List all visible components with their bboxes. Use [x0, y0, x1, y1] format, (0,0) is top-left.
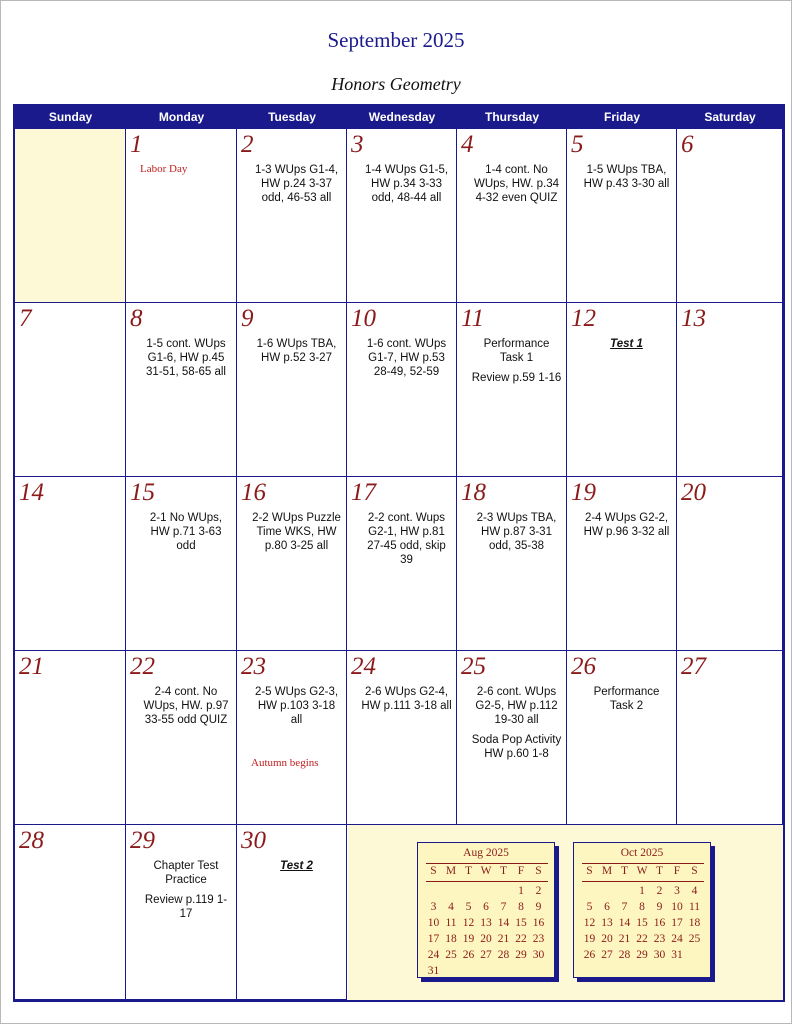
mini-day: 6	[604, 901, 610, 913]
day-cell-25	[457, 651, 567, 825]
day-events	[581, 337, 672, 357]
mini-divider	[426, 863, 548, 864]
mini-day: 11	[688, 901, 701, 913]
day-number: 18	[461, 479, 486, 506]
day-number: 19	[571, 479, 596, 506]
day-number: 28	[19, 827, 44, 854]
event-text: Performance Task 1	[483, 338, 550, 364]
day-events	[140, 337, 232, 385]
mini-day: 9	[656, 901, 663, 913]
weekday-header-saturday: Saturday	[704, 110, 756, 124]
day-cell-29	[126, 825, 237, 1000]
day-number: 6	[681, 131, 694, 158]
day-number: 24	[351, 653, 376, 680]
day-events	[471, 511, 562, 559]
weekday-header-wednesday: Wednesday	[368, 110, 436, 124]
mini-day: 17	[671, 917, 683, 929]
mini-day: 21	[618, 933, 631, 945]
test-label: Test 2	[280, 860, 313, 872]
mini-day: 10	[427, 917, 440, 929]
day-events	[140, 859, 232, 927]
event-text: 2-3 WUps TBA, HW p.87 3-31 odd, 35-38	[476, 512, 557, 552]
mini-weekday-header: F	[517, 865, 525, 877]
mini-day: 4	[691, 885, 698, 897]
day-number: 16	[241, 479, 266, 506]
mini-day: 3	[430, 901, 437, 913]
event-text: 2-2 cont. Wups G2-1, HW p.81 27-45 odd, skip 39	[367, 512, 446, 566]
day-events	[471, 685, 562, 767]
event-text: Review p.59 1-16	[471, 372, 562, 384]
day-events	[251, 859, 342, 879]
mini-weekday-header: T	[620, 865, 629, 877]
mini-day: 26	[583, 949, 596, 961]
event-text: Chapter Test Practice	[153, 860, 219, 886]
day-events	[581, 511, 672, 545]
weekday-header-row	[15, 106, 783, 129]
mini-divider	[582, 881, 704, 882]
day-cell-6	[677, 129, 783, 303]
day-events	[251, 337, 342, 371]
mini-day: 20	[480, 933, 492, 945]
event-text: 2-4 cont. No WUps, HW. p.97 33-55 odd QUIZ	[143, 686, 229, 726]
calendar-subtitle: Honors Geometry	[331, 74, 461, 94]
mini-day: 5	[465, 901, 472, 913]
mini-weekday-header: M	[601, 865, 613, 877]
day-number: 27	[681, 653, 706, 680]
mini-day: 24	[427, 949, 440, 961]
mini-day: 14	[618, 917, 631, 929]
day-events	[140, 685, 232, 733]
day-events	[361, 511, 452, 573]
day-number: 17	[351, 479, 376, 506]
mini-day: 22	[636, 933, 648, 945]
day-cell-10	[347, 303, 457, 477]
mini-day: 15	[515, 917, 527, 929]
mini-day: 28	[497, 949, 510, 961]
holiday-label: Labor Day	[140, 163, 188, 175]
day-number: 4	[461, 131, 474, 158]
day-cell-26	[567, 651, 677, 825]
mini-day: 16	[532, 917, 545, 929]
day-events	[140, 511, 232, 559]
mini-day: 22	[515, 933, 527, 945]
mini-calendar-title: Aug 2025	[463, 847, 509, 859]
mini-weekday-header: T	[464, 865, 473, 877]
day-cell-15	[126, 477, 237, 651]
mini-day: 25	[688, 933, 701, 945]
mini-day: 23	[653, 933, 666, 945]
event-text: Performance Task 2	[593, 686, 660, 712]
day-cell-5	[567, 129, 677, 303]
day-number: 13	[681, 305, 706, 332]
mini-day: 28	[618, 949, 631, 961]
mini-day: 30	[653, 949, 666, 961]
day-events	[251, 511, 342, 559]
mini-day: 24	[671, 933, 683, 945]
day-cell-21	[15, 651, 126, 825]
mini-day: 21	[497, 933, 510, 945]
day-number: 8	[130, 305, 143, 332]
day-number: 21	[19, 653, 44, 680]
event-text: 1-4 WUps G1-5, HW p.34 3-33 odd, 48-44 all	[364, 164, 449, 204]
event-text: 1-6 cont. WUps G1-7, HW p.53 28-49, 52-59	[366, 338, 447, 378]
mini-day: 9	[535, 901, 542, 913]
mini-day: 13	[480, 917, 492, 929]
mini-day: 15	[636, 917, 648, 929]
mini-day: 18	[688, 917, 701, 929]
event-text: 1-5 cont. WUps G1-6, HW p.45 31-51, 58-65 all	[146, 338, 226, 378]
day-number: 9	[241, 305, 254, 332]
mini-day: 19	[462, 933, 475, 945]
mini-day: 2	[535, 885, 542, 897]
day-events	[581, 685, 672, 719]
mini-divider	[582, 863, 704, 864]
day-events	[361, 685, 452, 719]
weekday-header-thursday: Thursday	[484, 110, 539, 124]
day-events	[471, 163, 562, 211]
mini-weekday-header: T	[655, 865, 664, 877]
day-cell-7	[15, 303, 126, 477]
mini-day: 7	[500, 901, 507, 913]
day-number: 7	[19, 305, 32, 332]
event-text: 1-6 WUps TBA, HW p.52 3-27	[256, 338, 337, 364]
mini-day: 31	[427, 965, 440, 977]
mini-day: 2	[656, 885, 663, 897]
day-cell-2	[237, 129, 347, 303]
day-number: 26	[571, 653, 596, 680]
day-number: 11	[461, 305, 485, 332]
test-label: Test 1	[610, 338, 643, 350]
event-text: 2-1 No WUps, HW p.71 3-63 odd	[149, 512, 223, 552]
day-cell-20	[677, 477, 783, 651]
day-cell-13	[677, 303, 783, 477]
mini-day: 1	[518, 885, 524, 897]
day-cell-18	[457, 477, 567, 651]
event-text: Soda Pop Activity HW p.60 1-8	[471, 734, 562, 760]
day-cell-30	[237, 825, 347, 1000]
day-cell-1	[126, 129, 237, 303]
day-events	[471, 337, 562, 391]
mini-day: 23	[532, 933, 545, 945]
day-number: 15	[130, 479, 155, 506]
mini-weekday-header: S	[691, 865, 698, 877]
event-text: 2-2 WUps Puzzle Time WKS, HW p.80 3-25 all	[252, 512, 341, 552]
day-number: 10	[351, 305, 376, 332]
mini-divider	[426, 881, 548, 882]
day-number: 25	[461, 653, 486, 680]
day-events	[251, 163, 342, 211]
day-number: 1	[130, 131, 143, 158]
day-cell-17	[347, 477, 457, 651]
event-text: 2-5 WUps G2-3, HW p.103 3-18 all	[254, 686, 339, 726]
day-cell-4	[457, 129, 567, 303]
day-number: 12	[571, 305, 596, 332]
day-cell-23	[237, 651, 347, 825]
mini-weekday-header: W	[636, 865, 648, 877]
event-text: 1-5 WUps TBA, HW p.43 3-30 all	[583, 164, 670, 190]
mini-day: 26	[462, 949, 475, 961]
mini-day: 31	[671, 949, 683, 961]
day-events	[251, 685, 342, 733]
calendar-title: September 2025	[327, 28, 465, 52]
mini-calendar-area	[348, 823, 783, 1000]
month-calendar-grid	[13, 104, 785, 1002]
mini-day: 25	[445, 949, 457, 961]
day-events	[361, 337, 452, 385]
mini-day: 5	[586, 901, 593, 913]
day-cell-28	[15, 825, 126, 1000]
event-text: 2-4 WUps G2-2, HW p.96 3-32 all	[583, 512, 670, 538]
day-cell-9	[237, 303, 347, 477]
weekday-header-monday: Monday	[158, 110, 205, 124]
mini-day: 18	[445, 933, 457, 945]
event-text: 2-6 cont. WUps G2-5, HW p.112 19-30 all	[475, 686, 558, 726]
day-events	[581, 163, 672, 197]
day-cell-8	[126, 303, 237, 477]
mini-day: 27	[601, 949, 613, 961]
mini-day: 29	[636, 949, 648, 961]
holiday-label: Autumn begins	[251, 757, 319, 769]
mini-weekday-header: T	[499, 865, 508, 877]
day-number: 30	[241, 827, 266, 854]
mini-calendar-title: Oct 2025	[620, 847, 664, 859]
mini-weekday-header: W	[480, 865, 492, 877]
mini-day: 12	[462, 917, 475, 929]
mini-day: 27	[480, 949, 492, 961]
day-number: 2	[241, 131, 254, 158]
weekday-header-friday: Friday	[603, 110, 640, 124]
day-cell-24	[347, 651, 457, 825]
mini-day: 8	[518, 901, 524, 913]
mini-day: 13	[601, 917, 613, 929]
weekday-header-sunday: Sunday	[48, 110, 93, 124]
mini-weekday-header: S	[535, 865, 542, 877]
mini-day: 29	[515, 949, 527, 961]
mini-calendar-aug-2025	[417, 842, 555, 978]
day-number: 5	[571, 131, 584, 158]
mini-day: 3	[674, 885, 680, 897]
event-text: 2-6 WUps G2-4, HW p.111 3-18 all	[361, 686, 452, 712]
event-text: Review p.119 1-17	[144, 894, 228, 920]
mini-weekday-header: M	[445, 865, 457, 877]
day-cell-16	[237, 477, 347, 651]
mini-weekday-header: S	[586, 865, 593, 877]
mini-day: 7	[621, 901, 628, 913]
day-number: 20	[681, 479, 706, 506]
mini-calendar-oct-2025	[573, 842, 711, 978]
mini-day: 10	[671, 901, 683, 913]
mini-day: 16	[653, 917, 666, 929]
day-cell-19	[567, 477, 677, 651]
mini-day: 30	[532, 949, 545, 961]
mini-weekday-header: F	[673, 865, 681, 877]
day-events	[361, 163, 452, 211]
mini-day: 12	[583, 917, 596, 929]
day-cell-3	[347, 129, 457, 303]
event-text: 1-4 cont. No WUps, HW. p.34 4-32 even QUIZ	[474, 164, 559, 204]
day-number: 23	[241, 653, 266, 680]
empty-day-cell	[15, 129, 126, 303]
mini-day: 6	[483, 901, 489, 913]
mini-day: 8	[639, 901, 645, 913]
day-cell-12	[567, 303, 677, 477]
mini-day: 1	[639, 885, 645, 897]
mini-day: 17	[427, 933, 440, 945]
day-number: 29	[130, 827, 155, 854]
mini-day: 11	[445, 917, 457, 929]
weekday-header-tuesday: Tuesday	[268, 110, 316, 124]
day-number: 22	[130, 653, 155, 680]
day-cell-11	[457, 303, 567, 477]
event-text: 1-3 WUps G1-4, HW p.24 3-37 odd, 46-53 all	[254, 164, 339, 204]
mini-day: 19	[583, 933, 596, 945]
day-number: 14	[19, 479, 44, 506]
day-cell-27	[677, 651, 783, 825]
mini-day: 14	[497, 917, 510, 929]
day-cell-14	[15, 477, 126, 651]
mini-weekday-header: S	[430, 865, 437, 877]
mini-day: 20	[601, 933, 613, 945]
mini-day: 4	[448, 901, 454, 913]
day-number: 3	[351, 131, 364, 158]
day-cell-22	[126, 651, 237, 825]
